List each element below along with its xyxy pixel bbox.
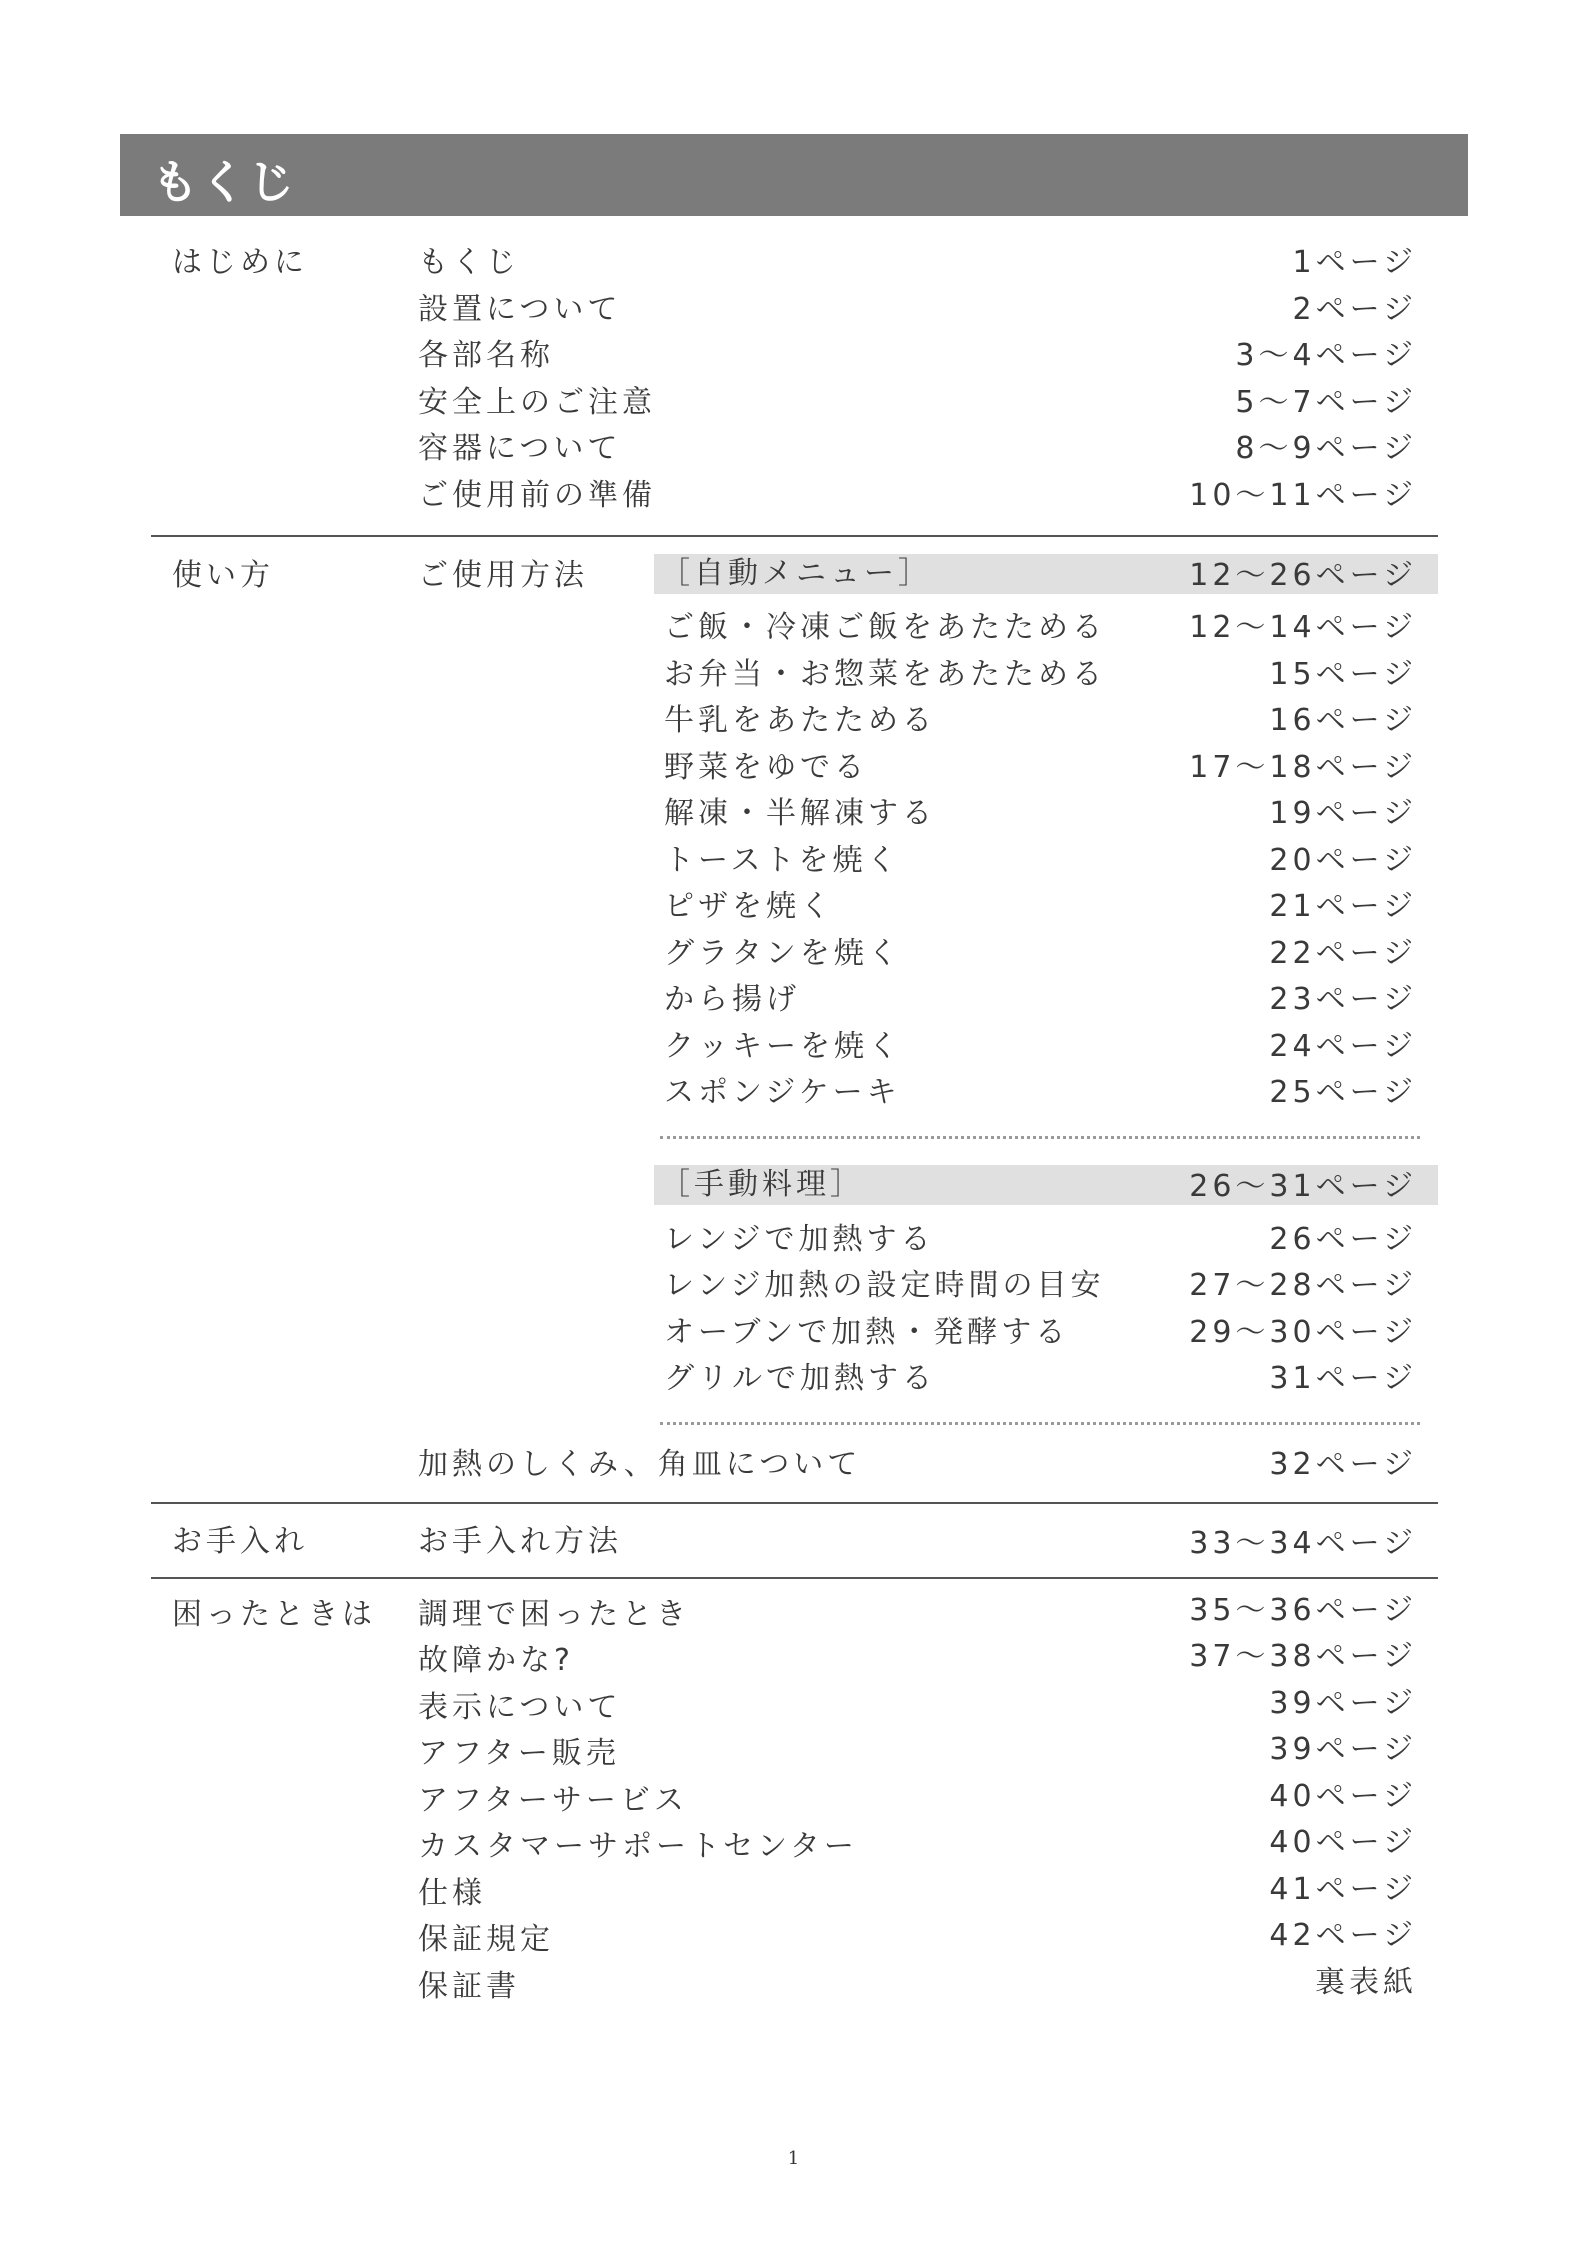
group-heading-page: 12〜26ページ [1189, 558, 1417, 593]
toc-item-label[interactable]: 牛乳をあたためる [664, 703, 936, 738]
toc-item-page: 5〜7ページ [1235, 385, 1417, 420]
toc-item-page: 42ページ [1269, 1918, 1417, 1953]
toc-item-page: 24ページ [1269, 1029, 1417, 1064]
toc-item-label[interactable]: ご使用前の準備 [418, 478, 656, 513]
toc-item-page: 39ページ [1269, 1732, 1417, 1767]
toc-item-page: 26ページ [1269, 1222, 1417, 1257]
toc-item-label[interactable]: スポンジケーキ [664, 1075, 901, 1110]
toc-item-page: 27〜28ページ [1189, 1268, 1417, 1303]
toc-item-page: 20ページ [1269, 843, 1417, 878]
toc-item-label[interactable]: レンジ加熱の設定時間の目安 [664, 1268, 1105, 1303]
toc-item-page: 2ページ [1292, 292, 1417, 327]
toc-item-page: 41ページ [1269, 1872, 1417, 1907]
toc-item-label[interactable]: トーストを焼く [664, 843, 901, 878]
toc-item-page: 10〜11ページ [1189, 478, 1417, 513]
toc-item-page: 40ページ [1269, 1779, 1417, 1814]
toc-item-label[interactable]: グリルで加熱する [664, 1361, 936, 1396]
toc-item-page: 12〜14ページ [1189, 610, 1417, 645]
subcategory-label: ご使用方法 [418, 558, 588, 593]
toc-item-page: 21ページ [1269, 889, 1417, 924]
toc-item-page: 裏表紙 [1315, 1965, 1417, 2000]
toc-item-label[interactable]: 保証書 [418, 1969, 520, 2004]
toc-item-label[interactable]: レンジで加熱する [664, 1222, 935, 1257]
toc-item-page: 22ページ [1269, 936, 1417, 971]
toc-item-label[interactable]: 調理で困ったとき [418, 1597, 690, 1632]
toc-item-page: 33〜34ページ [1189, 1526, 1417, 1561]
section-divider [151, 1577, 1438, 1579]
toc-item-page: 15ページ [1269, 657, 1417, 692]
toc-item-page: 25ページ [1269, 1075, 1417, 1110]
toc-item-label[interactable]: 野菜をゆでる [664, 750, 868, 785]
toc-item-label[interactable]: から揚げ [664, 982, 800, 1017]
group-heading-page: 26〜31ページ [1189, 1169, 1417, 1204]
toc-item-label[interactable]: 仕様 [418, 1876, 486, 1911]
toc-item-label[interactable]: アフターサービス [418, 1783, 688, 1818]
toc-item-page: 39ページ [1269, 1686, 1417, 1721]
toc-item-label[interactable]: お弁当・お惣菜をあたためる [664, 657, 1106, 692]
toc-item-label[interactable]: 安全上のご注意 [418, 385, 656, 420]
group-heading[interactable]: ［自動メニュー］ [660, 556, 932, 591]
category-label: 困ったときは [172, 1597, 376, 1632]
toc-item-label[interactable]: オーブンで加熱・発酵する [664, 1315, 1070, 1350]
toc-item-label[interactable]: アフター販売 [418, 1736, 620, 1771]
toc-item-label[interactable]: ご飯・冷凍ご飯をあたためる [664, 610, 1106, 645]
toc-item-label[interactable]: 設置について [418, 292, 622, 327]
dotted-separator [660, 1136, 1420, 1139]
toc-item-page: 17〜18ページ [1189, 750, 1417, 785]
section-divider [151, 535, 1438, 537]
toc-item-label[interactable]: ピザを焼く [664, 889, 834, 924]
toc-item-page: 37〜38ページ [1189, 1639, 1417, 1674]
toc-item-page: 32ページ [1269, 1447, 1417, 1482]
toc-item-page: 35〜36ページ [1189, 1593, 1417, 1628]
toc-item-label[interactable]: カスタマーサポートセンター [418, 1829, 858, 1864]
toc-item-label[interactable]: 表示について [418, 1690, 622, 1725]
toc-title: もくじ [152, 155, 296, 209]
toc-item-label[interactable]: グラタンを焼く [664, 936, 902, 971]
toc-item-page: 29〜30ページ [1189, 1315, 1417, 1350]
toc-item-page: 16ページ [1269, 703, 1417, 738]
toc-item-page: 19ページ [1269, 796, 1417, 831]
toc-item-label[interactable]: クッキーを焼く [664, 1029, 902, 1064]
section-divider [151, 1502, 1438, 1504]
toc-item-label[interactable]: 故障かな? [418, 1643, 574, 1678]
toc-title-bar [120, 134, 1468, 216]
category-label: はじめに [172, 245, 308, 280]
toc-item-page: 1ページ [1292, 245, 1417, 280]
toc-item-page: 8〜9ページ [1235, 431, 1417, 466]
toc-item-label[interactable]: 加熱のしくみ、角皿について [418, 1447, 862, 1482]
toc-item-page: 23ページ [1269, 982, 1417, 1017]
toc-item-page: 3〜4ページ [1235, 338, 1417, 373]
dotted-separator [660, 1422, 1420, 1425]
toc-item-label[interactable]: お手入れ方法 [418, 1524, 622, 1559]
group-heading[interactable]: ［手動料理］ [660, 1167, 864, 1202]
page-number: 1 [787, 2148, 800, 2169]
toc-item-label[interactable]: 各部名称 [418, 338, 554, 373]
category-label: お手入れ [172, 1524, 308, 1559]
toc-item-label[interactable]: 容器について [418, 431, 622, 466]
category-label: 使い方 [172, 558, 274, 593]
toc-item-page: 31ページ [1269, 1361, 1417, 1396]
toc-item-label[interactable]: 解凍・半解凍する [664, 796, 936, 831]
toc-item-label[interactable]: 保証規定 [418, 1922, 554, 1957]
toc-item-label[interactable]: もくじ [418, 245, 520, 280]
toc-item-page: 40ページ [1269, 1825, 1417, 1860]
